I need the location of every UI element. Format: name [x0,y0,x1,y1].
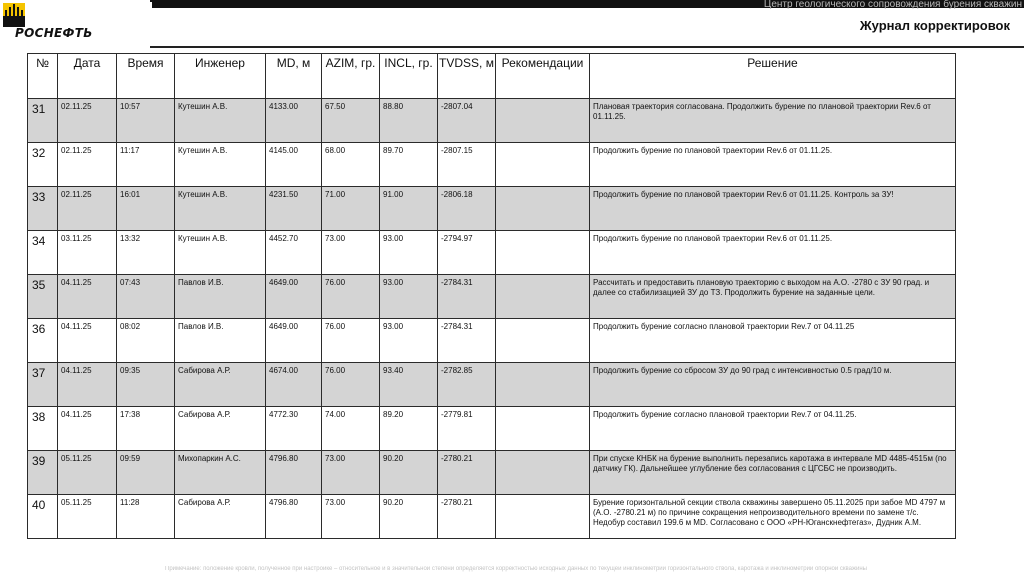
center-title: Центр геологического сопровождения бурения скважин [763,0,1022,10]
cell-azim: 73.00 [322,451,380,495]
corrections-table [27,53,956,539]
cell-md: 4649.00 [266,275,322,319]
cell-engineer: Кутешин А.В. [175,187,266,231]
cell-tvdss: -2784.31 [438,275,496,319]
cell-recommendation [496,99,590,143]
cell-decision: Рассчитать и предоставить плановую траекторию с выходом на А.О. -2780 с ЗУ 90 град. и далее со стабилизацией ЗУ до ТЗ. Продолжить бурение на заданные цели. [590,275,956,319]
cell-time: 09:59 [117,451,175,495]
table-row [28,99,956,143]
cell-azim: 73.00 [322,495,380,539]
cell-num: 33 [28,187,58,231]
cell-num: 40 [28,495,58,539]
cell-decision: Продолжить бурение согласно плановой траектории Rev.7 от 04.11.25 [590,319,956,363]
cell-decision: При спуске КНБК на бурение выполнить перезапись каротажа в интервале MD 4485-4515м (по датчику ГК). Дальнейшее углубление без согласования с ЦГСБС не производить. [590,451,956,495]
cell-md: 4133.00 [266,99,322,143]
cell-engineer: Сабирова А.Р. [175,407,266,451]
cell-engineer: Сабирова А.Р. [175,495,266,539]
cell-engineer: Сабирова А.Р. [175,363,266,407]
cell-time: 13:32 [117,231,175,275]
cell-engineer: Кутешин А.В. [175,99,266,143]
table-row [28,451,956,495]
table-header-row [28,54,956,99]
cell-tvdss: -2794.97 [438,231,496,275]
cell-date: 02.11.25 [58,99,117,143]
cell-date: 04.11.25 [58,407,117,451]
cell-incl: 93.00 [380,319,438,363]
cell-engineer: Павлов И.В. [175,319,266,363]
col-header-incl: INCL, гр. [380,54,438,99]
cell-recommendation [496,231,590,275]
cell-num: 39 [28,451,58,495]
cell-azim: 73.00 [322,231,380,275]
cell-time: 10:57 [117,99,175,143]
col-header-md: MD, м [266,54,322,99]
cell-time: 11:28 [117,495,175,539]
cell-recommendation [496,143,590,187]
cell-engineer: Кутешин А.В. [175,143,266,187]
logo-wordmark: РОСНЕФТЬ [15,26,93,40]
cell-recommendation [496,363,590,407]
cell-azim: 76.00 [322,275,380,319]
cell-azim: 71.00 [322,187,380,231]
col-header-engineer: Инженер [175,54,266,99]
cell-num: 34 [28,231,58,275]
table-row [28,363,956,407]
cell-date: 04.11.25 [58,275,117,319]
cell-incl: 90.20 [380,495,438,539]
cell-num: 36 [28,319,58,363]
cell-tvdss: -2780.21 [438,451,496,495]
cell-tvdss: -2807.15 [438,143,496,187]
cell-azim: 67.50 [322,99,380,143]
cell-num: 32 [28,143,58,187]
cell-tvdss: -2784.31 [438,319,496,363]
cell-decision: Продолжить бурение согласно плановой траектории Rev.7 от 04.11.25. [590,407,956,451]
col-header-tvdss: TVDSS, м [438,54,496,99]
col-header-num: № [28,54,58,99]
cell-incl: 93.00 [380,275,438,319]
cell-date: 05.11.25 [58,451,117,495]
cell-date: 02.11.25 [58,187,117,231]
cell-time: 11:17 [117,143,175,187]
table-row [28,187,956,231]
cell-incl: 90.20 [380,451,438,495]
cell-time: 07:43 [117,275,175,319]
col-header-azim: AZIM, гр. [322,54,380,99]
cell-tvdss: -2782.85 [438,363,496,407]
cell-recommendation [496,495,590,539]
table-row [28,231,956,275]
col-header-decision: Решение [590,54,956,99]
cell-md: 4649.00 [266,319,322,363]
cell-recommendation [496,407,590,451]
footnote: Примечание: положение кровли, полученное при настройке – относительное и в значительной степени определяется корректностью исходных данных по текущей инклинометрии горизонтального ствола, каротажа и инклинометрии опорной скважины [165,566,867,572]
cell-incl: 91.00 [380,187,438,231]
cell-md: 4452.70 [266,231,322,275]
cell-md: 4796.80 [266,495,322,539]
cell-date: 02.11.25 [58,143,117,187]
cell-decision: Продолжить бурение со сбросом ЗУ до 90 град с интенсивностью 0.5 град/10 м. [590,363,956,407]
cell-azim: 74.00 [322,407,380,451]
cell-decision: Продолжить бурение по плановой траектории Rev.6 от 01.11.25. [590,231,956,275]
cell-azim: 68.00 [322,143,380,187]
cell-md: 4772.30 [266,407,322,451]
cell-date: 03.11.25 [58,231,117,275]
rosneft-logo [2,2,152,42]
cell-tvdss: -2779.81 [438,407,496,451]
cell-recommendation [496,187,590,231]
cell-incl: 89.70 [380,143,438,187]
cell-time: 16:01 [117,187,175,231]
cell-time: 17:38 [117,407,175,451]
table-row [28,495,956,539]
col-header-recommendations: Рекомендации [496,54,590,99]
cell-num: 38 [28,407,58,451]
cell-incl: 93.40 [380,363,438,407]
cell-decision: Бурение горизонтальной секции ствола скважины завершено 05.11.2025 при забое MD 4797 м (А.О. -2780.21 м) по причине сокращения непроизводительного времени по замене т/с. Недобур составил 199.6 м MD. Согласовано с ООО «РН-Юганскнефтегаз», Дудник А.М. [590,495,956,539]
cell-recommendation [496,451,590,495]
cell-date: 04.11.25 [58,363,117,407]
col-header-time: Время [117,54,175,99]
rosneft-emblem-icon [2,2,26,28]
cell-azim: 76.00 [322,363,380,407]
col-header-date: Дата [58,54,117,99]
cell-md: 4231.50 [266,187,322,231]
cell-incl: 93.00 [380,231,438,275]
cell-num: 31 [28,99,58,143]
table-row [28,275,956,319]
cell-date: 04.11.25 [58,319,117,363]
cell-recommendation [496,275,590,319]
cell-engineer: Кутешин А.В. [175,231,266,275]
cell-tvdss: -2806.18 [438,187,496,231]
table-row [28,407,956,451]
cell-md: 4145.00 [266,143,322,187]
table-row [28,143,956,187]
cell-engineer: Михопаркин А.С. [175,451,266,495]
cell-incl: 89.20 [380,407,438,451]
cell-date: 05.11.25 [58,495,117,539]
cell-decision: Продолжить бурение по плановой траектории Rev.6 от 01.11.25. Контроль за ЗУ! [590,187,956,231]
cell-time: 09:35 [117,363,175,407]
table-row [28,319,956,363]
cell-decision: Плановая траектория согласована. Продолжить бурение по плановой траектории Rev.6 от 01.11.25. [590,99,956,143]
cell-md: 4674.00 [266,363,322,407]
cell-md: 4796.80 [266,451,322,495]
cell-engineer: Павлов И.В. [175,275,266,319]
cell-tvdss: -2807.04 [438,99,496,143]
cell-time: 08:02 [117,319,175,363]
cell-decision: Продолжить бурение по плановой траектории Rev.6 от 01.11.25. [590,143,956,187]
cell-tvdss: -2780.21 [438,495,496,539]
cell-azim: 76.00 [322,319,380,363]
cell-incl: 88.80 [380,99,438,143]
cell-recommendation [496,319,590,363]
cell-num: 35 [28,275,58,319]
page-title: Журнал корректировок [859,18,1010,33]
cell-num: 37 [28,363,58,407]
